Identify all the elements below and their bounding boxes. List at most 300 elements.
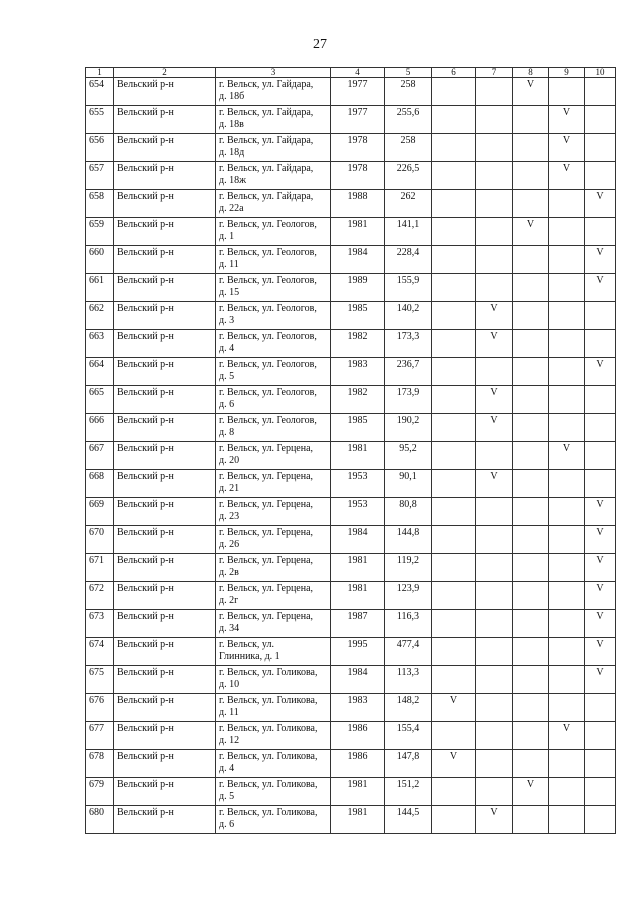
region-cell-text: Вельский р-н (117, 751, 174, 762)
address-cell (216, 806, 331, 834)
column-header: 7 (476, 68, 513, 78)
mark-cell-7 (476, 78, 513, 106)
region-cell (114, 414, 216, 442)
row-number (86, 442, 114, 470)
table-row (86, 666, 616, 694)
address-cell-text: д. 18в (219, 119, 244, 130)
mark-cell-10 (585, 722, 616, 750)
address-cell-text: д. 26 (219, 539, 240, 550)
row-number-text: 674 (89, 639, 104, 650)
area-cell-text: 190,2 (396, 415, 420, 426)
address-cell-text: д. 18д (219, 147, 245, 158)
mark-cell-10 (585, 778, 616, 806)
area-cell-text: 119,2 (396, 555, 420, 566)
address-cell-text: г. Вельск, ул. Голикова, (219, 667, 318, 678)
mark-cell-7 (476, 694, 513, 722)
area-cell (385, 302, 432, 330)
area-cell (385, 610, 432, 638)
region-cell (114, 246, 216, 274)
address-cell-text: д. 10 (219, 679, 240, 690)
mark-cell-7 (476, 722, 513, 750)
address-cell-text: г. Вельск, ул. Герцена, (219, 583, 314, 594)
table-row (86, 554, 616, 582)
table-row (86, 162, 616, 190)
year-cell (331, 106, 385, 134)
mark-cell-10 (585, 274, 616, 302)
row-number (86, 722, 114, 750)
year-cell-text: 1981 (347, 779, 368, 790)
mark-cell-6 (432, 750, 476, 778)
year-cell (331, 806, 385, 834)
mark-cell-9-text: V (562, 107, 571, 118)
row-number-text: 658 (89, 191, 104, 202)
address-cell-text: г. Вельск, ул. Геологов, (219, 247, 317, 258)
row-number-text: 665 (89, 387, 104, 398)
address-cell-text: д. 4 (219, 763, 235, 774)
column-header: 3 (216, 68, 331, 78)
address-cell-text: г. Вельск, ул. Геологов, (219, 387, 317, 398)
mark-cell-10 (585, 526, 616, 554)
mark-cell-9 (549, 162, 585, 190)
address-cell-text: г. Вельск, ул. Геологов, (219, 275, 317, 286)
address-cell (216, 526, 331, 554)
mark-cell-6 (432, 722, 476, 750)
area-cell (385, 274, 432, 302)
year-cell-text: 1987 (347, 611, 368, 622)
region-cell (114, 134, 216, 162)
row-number-text: 664 (89, 359, 104, 370)
address-cell (216, 246, 331, 274)
region-cell (114, 582, 216, 610)
area-cell (385, 358, 432, 386)
mark-cell-6 (432, 610, 476, 638)
address-cell-text: г. Вельск, ул. Гайдара, (219, 191, 314, 202)
mark-cell-9 (549, 722, 585, 750)
table-row (86, 722, 616, 750)
mark-cell-10-text: V (596, 191, 604, 202)
mark-cell-10 (585, 554, 616, 582)
row-number-text: 676 (89, 695, 104, 706)
address-cell-text: д. 3 (219, 315, 235, 326)
row-number (86, 526, 114, 554)
mark-cell-9 (549, 694, 585, 722)
mark-cell-8 (513, 246, 549, 274)
year-cell (331, 722, 385, 750)
area-cell (385, 162, 432, 190)
table-row (86, 302, 616, 330)
area-cell (385, 442, 432, 470)
year-cell (331, 526, 385, 554)
area-cell (385, 330, 432, 358)
year-cell-text: 1983 (347, 695, 368, 706)
mark-cell-10 (585, 106, 616, 134)
address-cell-text: д. 2г (219, 595, 239, 606)
mark-cell-10 (585, 582, 616, 610)
mark-cell-7 (476, 134, 513, 162)
mark-cell-10-text: V (596, 611, 604, 622)
table-row (86, 134, 616, 162)
table-row (86, 806, 616, 834)
area-cell-text: 116,3 (396, 611, 420, 622)
mark-cell-10 (585, 414, 616, 442)
row-number (86, 806, 114, 834)
area-cell-text: 477,4 (396, 639, 420, 650)
year-cell-text: 1981 (347, 583, 368, 594)
mark-cell-7 (476, 498, 513, 526)
row-number (86, 162, 114, 190)
mark-cell-10 (585, 470, 616, 498)
column-header: 9 (549, 68, 585, 78)
mark-cell-8 (513, 302, 549, 330)
column-header: 4 (331, 68, 385, 78)
table-row (86, 750, 616, 778)
mark-cell-7 (476, 582, 513, 610)
table-row (86, 358, 616, 386)
region-cell (114, 694, 216, 722)
year-cell (331, 554, 385, 582)
area-cell-text: 151,2 (396, 779, 420, 790)
region-cell-text: Вельский р-н (117, 387, 174, 398)
mark-cell-6 (432, 470, 476, 498)
mark-cell-10 (585, 330, 616, 358)
mark-cell-8 (513, 442, 549, 470)
region-cell-text: Вельский р-н (117, 611, 174, 622)
mark-cell-7 (476, 330, 513, 358)
mark-cell-6 (432, 302, 476, 330)
region-cell (114, 498, 216, 526)
row-number (86, 330, 114, 358)
year-cell (331, 330, 385, 358)
mark-cell-9-text: V (562, 163, 571, 174)
address-cell-text: д. 34 (219, 623, 240, 634)
mark-cell-6 (432, 330, 476, 358)
address-cell-text: г. Вельск, ул. Гайдара, (219, 79, 314, 90)
address-cell-text: д. 23 (219, 511, 240, 522)
mark-cell-9 (549, 778, 585, 806)
table-row (86, 330, 616, 358)
address-cell (216, 442, 331, 470)
mark-cell-10-text: V (596, 527, 604, 538)
region-cell (114, 722, 216, 750)
row-number (86, 554, 114, 582)
row-number (86, 274, 114, 302)
area-cell-text: 173,3 (396, 331, 420, 342)
column-header: 10 (585, 68, 616, 78)
mark-cell-10 (585, 78, 616, 106)
region-cell-text: Вельский р-н (117, 415, 174, 426)
mark-cell-6 (432, 666, 476, 694)
mark-cell-8 (513, 190, 549, 218)
row-number-text: 659 (89, 219, 104, 230)
mark-cell-6 (432, 414, 476, 442)
year-cell-text: 1981 (347, 443, 368, 454)
year-cell (331, 778, 385, 806)
mark-cell-7 (476, 638, 513, 666)
mark-cell-9 (549, 526, 585, 554)
table-row (86, 778, 616, 806)
mark-cell-7 (476, 414, 513, 442)
mark-cell-9 (549, 274, 585, 302)
address-cell (216, 470, 331, 498)
year-cell (331, 414, 385, 442)
row-number-text: 666 (89, 415, 104, 426)
area-cell (385, 414, 432, 442)
region-cell (114, 778, 216, 806)
year-cell (331, 218, 385, 246)
mark-cell-9 (549, 498, 585, 526)
row-number-text: 678 (89, 751, 104, 762)
mark-cell-9 (549, 330, 585, 358)
year-cell-text: 1984 (347, 667, 368, 678)
mark-cell-10 (585, 358, 616, 386)
mark-cell-6 (432, 190, 476, 218)
region-cell-text: Вельский р-н (117, 219, 174, 230)
mark-cell-8 (513, 666, 549, 694)
year-cell-text: 1984 (347, 527, 368, 538)
mark-cell-10 (585, 134, 616, 162)
row-number (86, 750, 114, 778)
mark-cell-10-text: V (596, 247, 604, 258)
address-cell-text: г. Вельск, ул. Голикова, (219, 751, 318, 762)
mark-cell-10 (585, 694, 616, 722)
address-cell (216, 302, 331, 330)
address-cell (216, 106, 331, 134)
mark-cell-7-text: V (490, 807, 498, 818)
row-number (86, 610, 114, 638)
mark-cell-6 (432, 386, 476, 414)
row-number (86, 414, 114, 442)
row-number (86, 134, 114, 162)
region-cell-text: Вельский р-н (117, 667, 174, 678)
mark-cell-9 (549, 750, 585, 778)
mark-cell-10-text: V (596, 583, 604, 594)
region-cell (114, 162, 216, 190)
region-cell-text: Вельский р-н (117, 191, 174, 202)
row-number-text: 680 (89, 807, 104, 818)
mark-cell-9-text: V (562, 723, 571, 734)
region-cell (114, 358, 216, 386)
mark-cell-8 (513, 554, 549, 582)
table-row (86, 218, 616, 246)
mark-cell-9 (549, 358, 585, 386)
address-cell (216, 134, 331, 162)
table-row (86, 414, 616, 442)
area-cell (385, 106, 432, 134)
address-cell (216, 330, 331, 358)
mark-cell-6 (432, 78, 476, 106)
area-cell-text: 262 (400, 191, 416, 202)
mark-cell-6 (432, 442, 476, 470)
housing-table (85, 67, 616, 834)
area-cell-text: 144,5 (396, 807, 420, 818)
address-cell-text: г. Вельск, ул. Герцена, (219, 611, 314, 622)
mark-cell-10 (585, 162, 616, 190)
mark-cell-7 (476, 778, 513, 806)
table-row (86, 638, 616, 666)
address-cell-text: д. 21 (219, 483, 240, 494)
year-cell (331, 134, 385, 162)
address-cell (216, 778, 331, 806)
area-cell-text: 228,4 (396, 247, 420, 258)
row-number (86, 106, 114, 134)
address-cell-text: д. 5 (219, 791, 235, 802)
table-row (86, 106, 616, 134)
row-number (86, 358, 114, 386)
page-number: 27 (313, 37, 327, 52)
address-cell-text: Глинника, д. 1 (219, 651, 280, 662)
region-cell (114, 190, 216, 218)
region-cell-text: Вельский р-н (117, 359, 174, 370)
area-cell-text: 173,9 (396, 387, 420, 398)
year-cell (331, 582, 385, 610)
mark-cell-10 (585, 442, 616, 470)
mark-cell-10-text: V (596, 555, 604, 566)
year-cell-text: 1977 (347, 79, 368, 90)
region-cell-text: Вельский р-н (117, 303, 174, 314)
mark-cell-7 (476, 554, 513, 582)
mark-cell-10-text: V (596, 275, 604, 286)
row-number (86, 386, 114, 414)
area-cell-text: 141,1 (396, 219, 420, 230)
mark-cell-7 (476, 274, 513, 302)
row-number (86, 302, 114, 330)
area-cell (385, 498, 432, 526)
area-cell (385, 750, 432, 778)
year-cell-text: 1982 (347, 387, 368, 398)
table-row (86, 470, 616, 498)
mark-cell-9-text: V (562, 443, 571, 454)
year-cell (331, 358, 385, 386)
row-number (86, 246, 114, 274)
area-cell (385, 554, 432, 582)
table-row (86, 246, 616, 274)
mark-cell-7 (476, 358, 513, 386)
mark-cell-8 (513, 806, 549, 834)
mark-cell-9 (549, 638, 585, 666)
mark-cell-9 (549, 582, 585, 610)
address-cell (216, 218, 331, 246)
row-number-text: 668 (89, 471, 104, 482)
mark-cell-8 (513, 358, 549, 386)
year-cell (331, 666, 385, 694)
mark-cell-6 (432, 106, 476, 134)
mark-cell-7 (476, 526, 513, 554)
mark-cell-7 (476, 106, 513, 134)
mark-cell-6 (432, 162, 476, 190)
mark-cell-8 (513, 610, 549, 638)
area-cell (385, 134, 432, 162)
region-cell (114, 330, 216, 358)
mark-cell-9 (549, 806, 585, 834)
mark-cell-8-text: V (526, 219, 535, 230)
address-cell-text: г. Вельск, ул. Голикова, (219, 807, 318, 818)
region-cell (114, 386, 216, 414)
row-number (86, 666, 114, 694)
mark-cell-6 (432, 246, 476, 274)
address-cell (216, 722, 331, 750)
address-cell (216, 666, 331, 694)
address-cell-text: д. 12 (219, 735, 240, 746)
row-number (86, 218, 114, 246)
mark-cell-7-text: V (490, 387, 498, 398)
table-row (86, 498, 616, 526)
year-cell-text: 1995 (347, 639, 368, 650)
year-cell-text: 1978 (347, 135, 368, 146)
mark-cell-7 (476, 302, 513, 330)
mark-cell-8 (513, 78, 549, 106)
mark-cell-8 (513, 498, 549, 526)
region-cell-text: Вельский р-н (117, 275, 174, 286)
address-cell-text: г. Вельск, ул. Голикова, (219, 723, 318, 734)
mark-cell-9 (549, 414, 585, 442)
mark-cell-6 (432, 358, 476, 386)
mark-cell-9 (549, 218, 585, 246)
year-cell-text: 1981 (347, 219, 368, 230)
mark-cell-10 (585, 386, 616, 414)
address-cell-text: г. Вельск, ул. Геологов, (219, 359, 317, 370)
address-cell (216, 162, 331, 190)
address-cell (216, 694, 331, 722)
mark-cell-7 (476, 442, 513, 470)
mark-cell-7 (476, 750, 513, 778)
mark-cell-10 (585, 638, 616, 666)
mark-cell-8 (513, 162, 549, 190)
row-number (86, 778, 114, 806)
area-cell (385, 806, 432, 834)
row-number-text: 660 (89, 247, 104, 258)
region-cell-text: Вельский р-н (117, 695, 174, 706)
row-number (86, 582, 114, 610)
address-cell-text: г. Вельск, ул. Гайдара, (219, 135, 314, 146)
address-cell (216, 274, 331, 302)
year-cell (331, 638, 385, 666)
mark-cell-10-text: V (596, 639, 604, 650)
table-row (86, 78, 616, 106)
address-cell-text: д. 18ж (219, 175, 246, 186)
region-cell (114, 666, 216, 694)
table-row (86, 582, 616, 610)
year-cell (331, 610, 385, 638)
area-cell-text: 226,5 (396, 163, 420, 174)
year-cell-text: 1978 (347, 163, 368, 174)
address-cell-text: д. 11 (219, 259, 239, 270)
address-cell-text: д. 11 (219, 707, 239, 718)
region-cell (114, 274, 216, 302)
address-cell-text: г. Вельск, ул. Герцена, (219, 499, 314, 510)
mark-cell-8 (513, 722, 549, 750)
area-cell-text: 258 (400, 79, 416, 90)
address-cell-text: д. 2в (219, 567, 239, 578)
year-cell (331, 442, 385, 470)
mark-cell-6-text: V (449, 751, 458, 762)
year-cell (331, 190, 385, 218)
mark-cell-9 (549, 554, 585, 582)
mark-cell-10-text: V (596, 499, 604, 510)
row-number-text: 655 (89, 107, 104, 118)
year-cell-text: 1953 (347, 471, 368, 482)
mark-cell-9 (549, 78, 585, 106)
table-body (86, 78, 616, 834)
region-cell (114, 302, 216, 330)
mark-cell-6 (432, 526, 476, 554)
area-cell-text: 144,8 (396, 527, 420, 538)
area-cell-text: 95,2 (399, 443, 417, 454)
year-cell-text: 1983 (347, 359, 368, 370)
mark-cell-9 (549, 246, 585, 274)
mark-cell-8 (513, 778, 549, 806)
area-cell (385, 582, 432, 610)
row-number-text: 669 (89, 499, 104, 510)
